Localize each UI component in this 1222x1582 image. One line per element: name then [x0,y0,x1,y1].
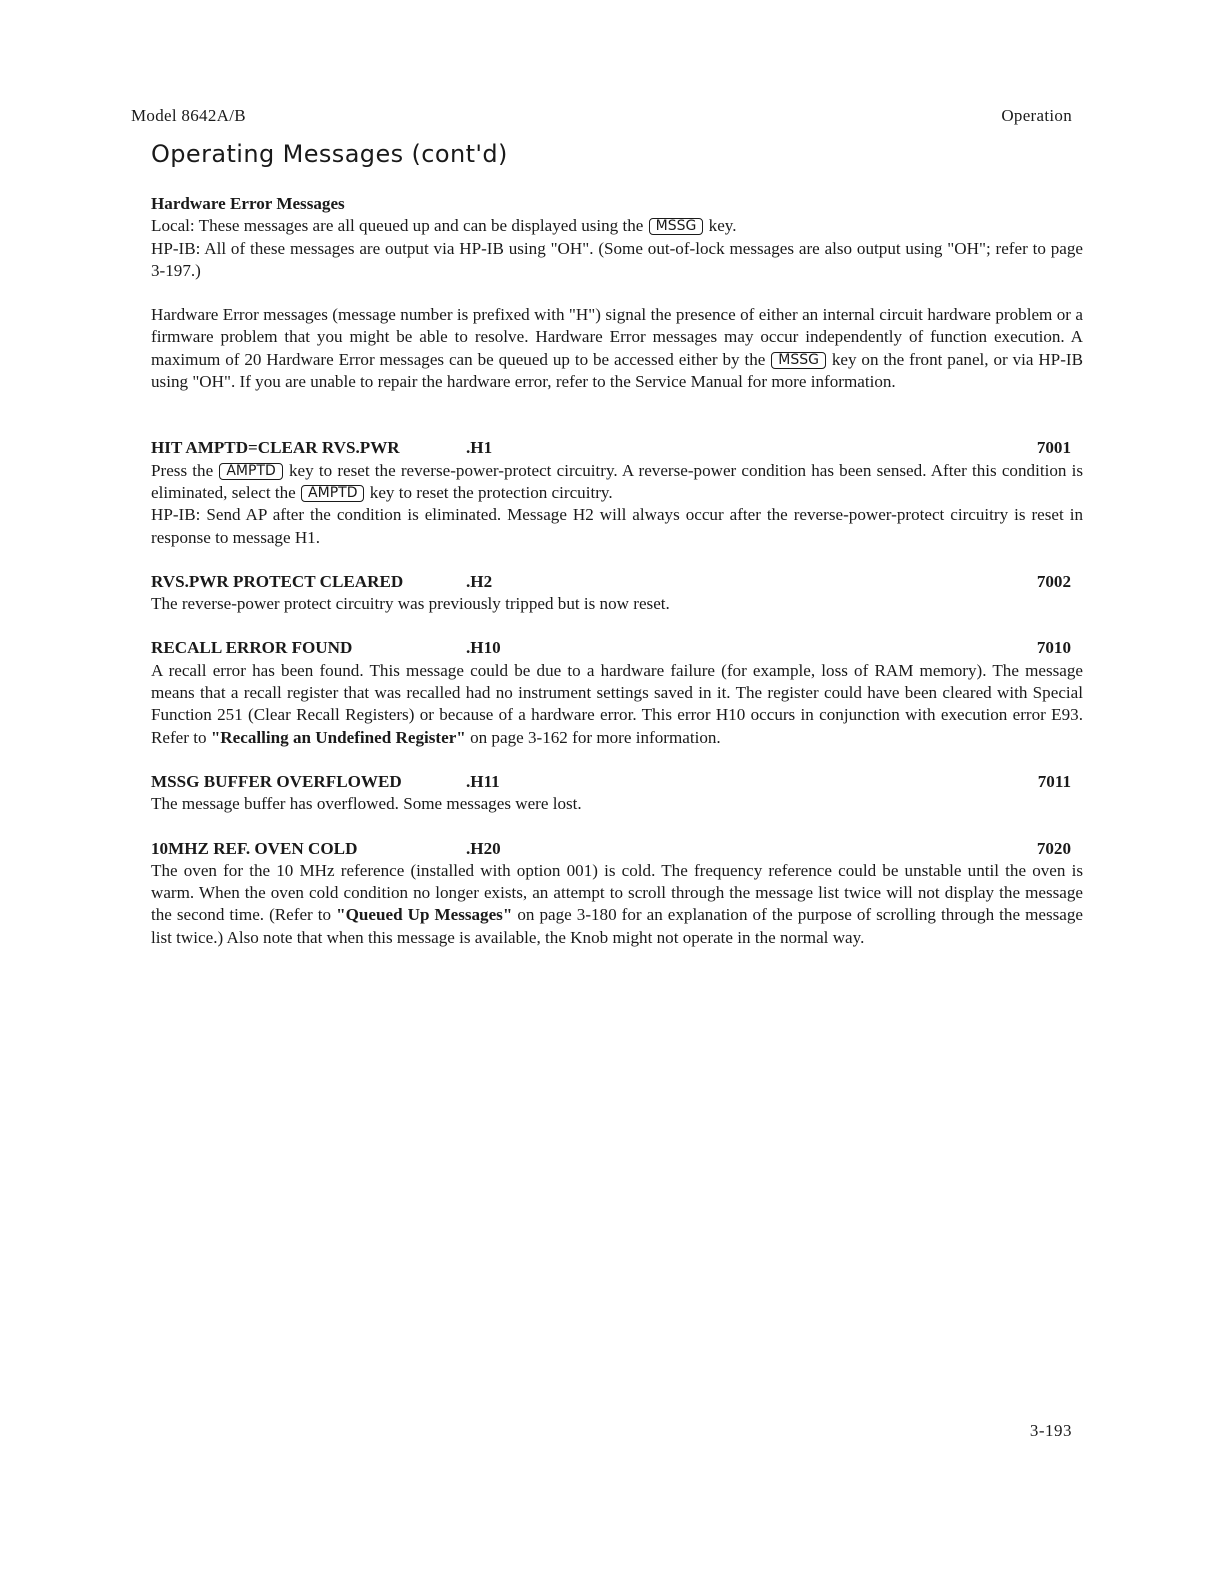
message-name: MSSG BUFFER OVERFLOWED [151,771,402,791]
message-heading [151,771,1083,793]
mssg-key-icon: MSSG [649,218,704,235]
message-name: RVS.PWR PROTECT CLEARED [151,571,404,591]
cross-reference: "Recalling an Undefined Register" [210,727,466,747]
message-h20 [151,838,1083,949]
message-code: .H11 [466,771,500,791]
subheading-hardware-errors: Hardware Error Messages [151,194,345,213]
local-note [151,215,1083,237]
hpib-note: HP-IB: All of these messages are output via HP-IB using "OH". (Some out-of-lock messages are also output using "OH"; refer to page 3-197.) [151,238,1083,280]
intro-paragraph-part2: key on the front panel, or via HP-IB using "OH". If you are unable to repair the hardware error, refer to the Service Manual for more information. [151,349,1083,392]
description-text: A recall error has been found. This message could be due to a hardware failure (for example, loss of RAM memory). The message means that a recall register that was recalled had no instrument settings saved in it. The register could have been cleared with Special Function 251 (Clear Recall Registers) or because of a hardware error. This error H10 occurs in conjunction with execution error E93. Refer to [151,660,1083,747]
message-description [151,860,1083,949]
message-code: .H2 [466,571,493,591]
message-name: RECALL ERROR FOUND [151,638,353,658]
page-content [151,193,1083,949]
description-text: Press the [151,460,214,480]
description-text: The oven for the 10 MHz reference (installed with option 001) is cold. The frequency reference could be unstable until the oven is warm. When the oven cold condition no longer exists, an attempt to scroll through the message list twice will not display the message the second time. (Refer to [151,860,1083,925]
message-description: The reverse-power protect circuitry was previously tripped but is now reset. [151,594,670,614]
message-name: HIT AMPTD=CLEAR RVS.PWR [151,438,400,458]
description-text: key to reset the protection circuitry. [369,482,613,502]
message-h1 [151,437,1083,548]
amptd-key-icon: AMPTD [301,485,364,502]
message-hpib-note: HP-IB: Send AP after the condition is eliminated. Message H2 will always occur after the reverse-power-protect circuitry is reset in response to message H1. [151,505,1083,547]
message-number: 7020 [1036,838,1071,858]
header-model: Model 8642A/B [131,106,246,125]
message-number: 7011 [1037,771,1071,791]
message-h10 [151,637,1083,748]
message-number: 7002 [1036,571,1071,591]
message-description [151,460,1083,505]
amptd-key-icon: AMPTD [219,463,282,480]
header-section: Operation [1001,106,1072,125]
message-heading [151,437,1083,459]
mssg-key-icon: MSSG [771,352,826,369]
message-code: .H10 [466,638,501,658]
message-code: .H20 [466,838,501,858]
message-h2 [151,571,1083,616]
page-title: Operating Messages (cont'd) [151,140,508,168]
message-number: 7010 [1036,638,1071,658]
local-note-text: Local: These messages are all queued up and can be displayed using the [151,216,644,236]
message-name: 10MHZ REF. OVEN COLD [151,838,358,858]
message-heading [151,838,1083,860]
page-number: 3-193 [1029,1421,1072,1440]
intro-paragraph-part1: Hardware Error messages (message number is prefixed with "H") signal the presence of either an internal circuit hardware problem or a firmware problem that you might be able to resolve. Hardware Error messages may occur independently of function execution. A maximum of 20 Hardware Error messages can be queued up to be accessed either by the [151,305,1083,369]
message-description [151,660,1083,749]
intro-paragraph [151,304,1083,393]
message-code: .H1 [466,438,493,458]
description-text: on page 3-162 for more information. [470,727,721,747]
message-heading [151,571,1083,593]
message-description: The message buffer has overflowed. Some messages were lost. [151,794,582,814]
message-number: 7001 [1036,438,1071,458]
local-note-end: key. [708,216,737,236]
description-text: on page 3-180 for an explanation of the purpose of scrolling through the message list twice.) Also note that when this message is available, the Knob might not operate in the normal way. [151,905,1083,947]
message-heading [151,637,1083,659]
message-h11 [151,771,1083,816]
cross-reference: "Queued Up Messages" [336,905,513,925]
description-text: key to reset the reverse-power-protect circuitry. A reverse-power condition has been sensed. After this condition is eliminated, select the [151,460,1083,502]
